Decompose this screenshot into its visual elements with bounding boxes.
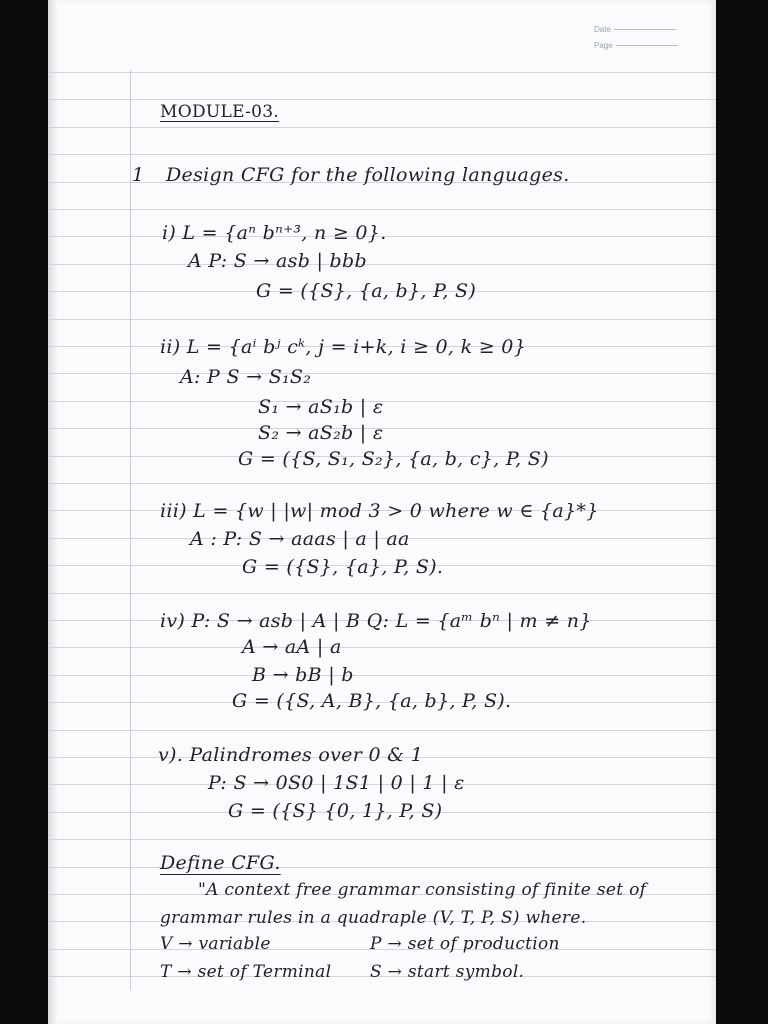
ruled-line [48, 319, 716, 320]
question-number: 1 [132, 164, 145, 186]
ruled-line [48, 593, 716, 594]
part-i-language: i) L = {aⁿ bⁿ⁺³, n ≥ 0}. [162, 222, 387, 244]
part-ii-answer: A: P S → S₁S₂ [180, 366, 312, 388]
date-page-header [594, 22, 678, 54]
ruled-line [48, 647, 716, 648]
part-iv-rule1: A → aA | a [242, 636, 342, 658]
ruled-line [48, 127, 716, 128]
definition-line2: grammar rules in a quadraple (V, T, P, S) where. [160, 908, 587, 928]
ruled-line [48, 839, 716, 840]
part-iv-answer: iv) P: S → asb | A | B Q: L = {aᵐ bⁿ | m ≠ n} [160, 610, 592, 632]
part-ii-grammar: G = ({S, S₁, S₂}, {a, b, c}, P, S) [238, 448, 549, 470]
definition-heading: Define CFG. [160, 852, 281, 874]
ruled-line [48, 99, 716, 100]
part-i-answer: A P: S → asb | bbb [188, 250, 367, 272]
part-v-title: v). Palindromes over 0 & 1 [158, 744, 424, 766]
part-i-grammar: G = ({S}, {a, b}, P, S) [256, 280, 477, 302]
ruled-line [48, 264, 716, 265]
ruled-line [48, 483, 716, 484]
definition-line4-left: T → set of Terminal [160, 962, 332, 982]
part-v-grammar: G = ({S} {0, 1}, P, S) [228, 800, 443, 822]
definition-line3-right: P → set of production [370, 934, 560, 954]
ruled-line [48, 154, 716, 155]
part-ii-rule1: S₁ → aS₁b | ε [258, 396, 384, 418]
ruled-line [48, 72, 716, 73]
date-label: Date [594, 25, 611, 34]
ruled-line [48, 867, 716, 868]
ruled-line [48, 730, 716, 731]
definition-line4-right: S → start symbol. [370, 962, 525, 982]
margin-line [130, 70, 131, 990]
notebook-page [48, 0, 716, 1024]
question-text: Design CFG for the following languages. [166, 164, 570, 186]
part-iv-rule2: B → bB | b [252, 664, 354, 686]
ruled-line [48, 675, 716, 676]
part-v-answer: P: S → 0S0 | 1S1 | 0 | 1 | ε [208, 772, 465, 794]
part-iii-answer: A : P: S → aaas | a | aa [190, 528, 410, 550]
part-iv-grammar: G = ({S, A, B}, {a, b}, P, S). [232, 690, 512, 712]
part-ii-rule2: S₂ → aS₂b | ε [258, 422, 384, 444]
definition-line1: "A context free grammar consisting of finite set of [198, 880, 647, 900]
module-title: MODULE-03. [160, 102, 280, 122]
definition-line3-left: V → variable [160, 934, 271, 954]
page-label: Page [594, 41, 613, 50]
part-iii-grammar: G = ({S}, {a}, P, S). [242, 556, 444, 578]
ruled-line [48, 209, 716, 210]
part-ii-language: ii) L = {aⁱ bʲ cᵏ, j = i+k, i ≥ 0, k ≥ 0} [160, 336, 527, 358]
ruled-line [48, 373, 716, 374]
part-iii-language: iii) L = {w | |w| mod 3 > 0 where w ∈ {a}*} [160, 500, 599, 522]
